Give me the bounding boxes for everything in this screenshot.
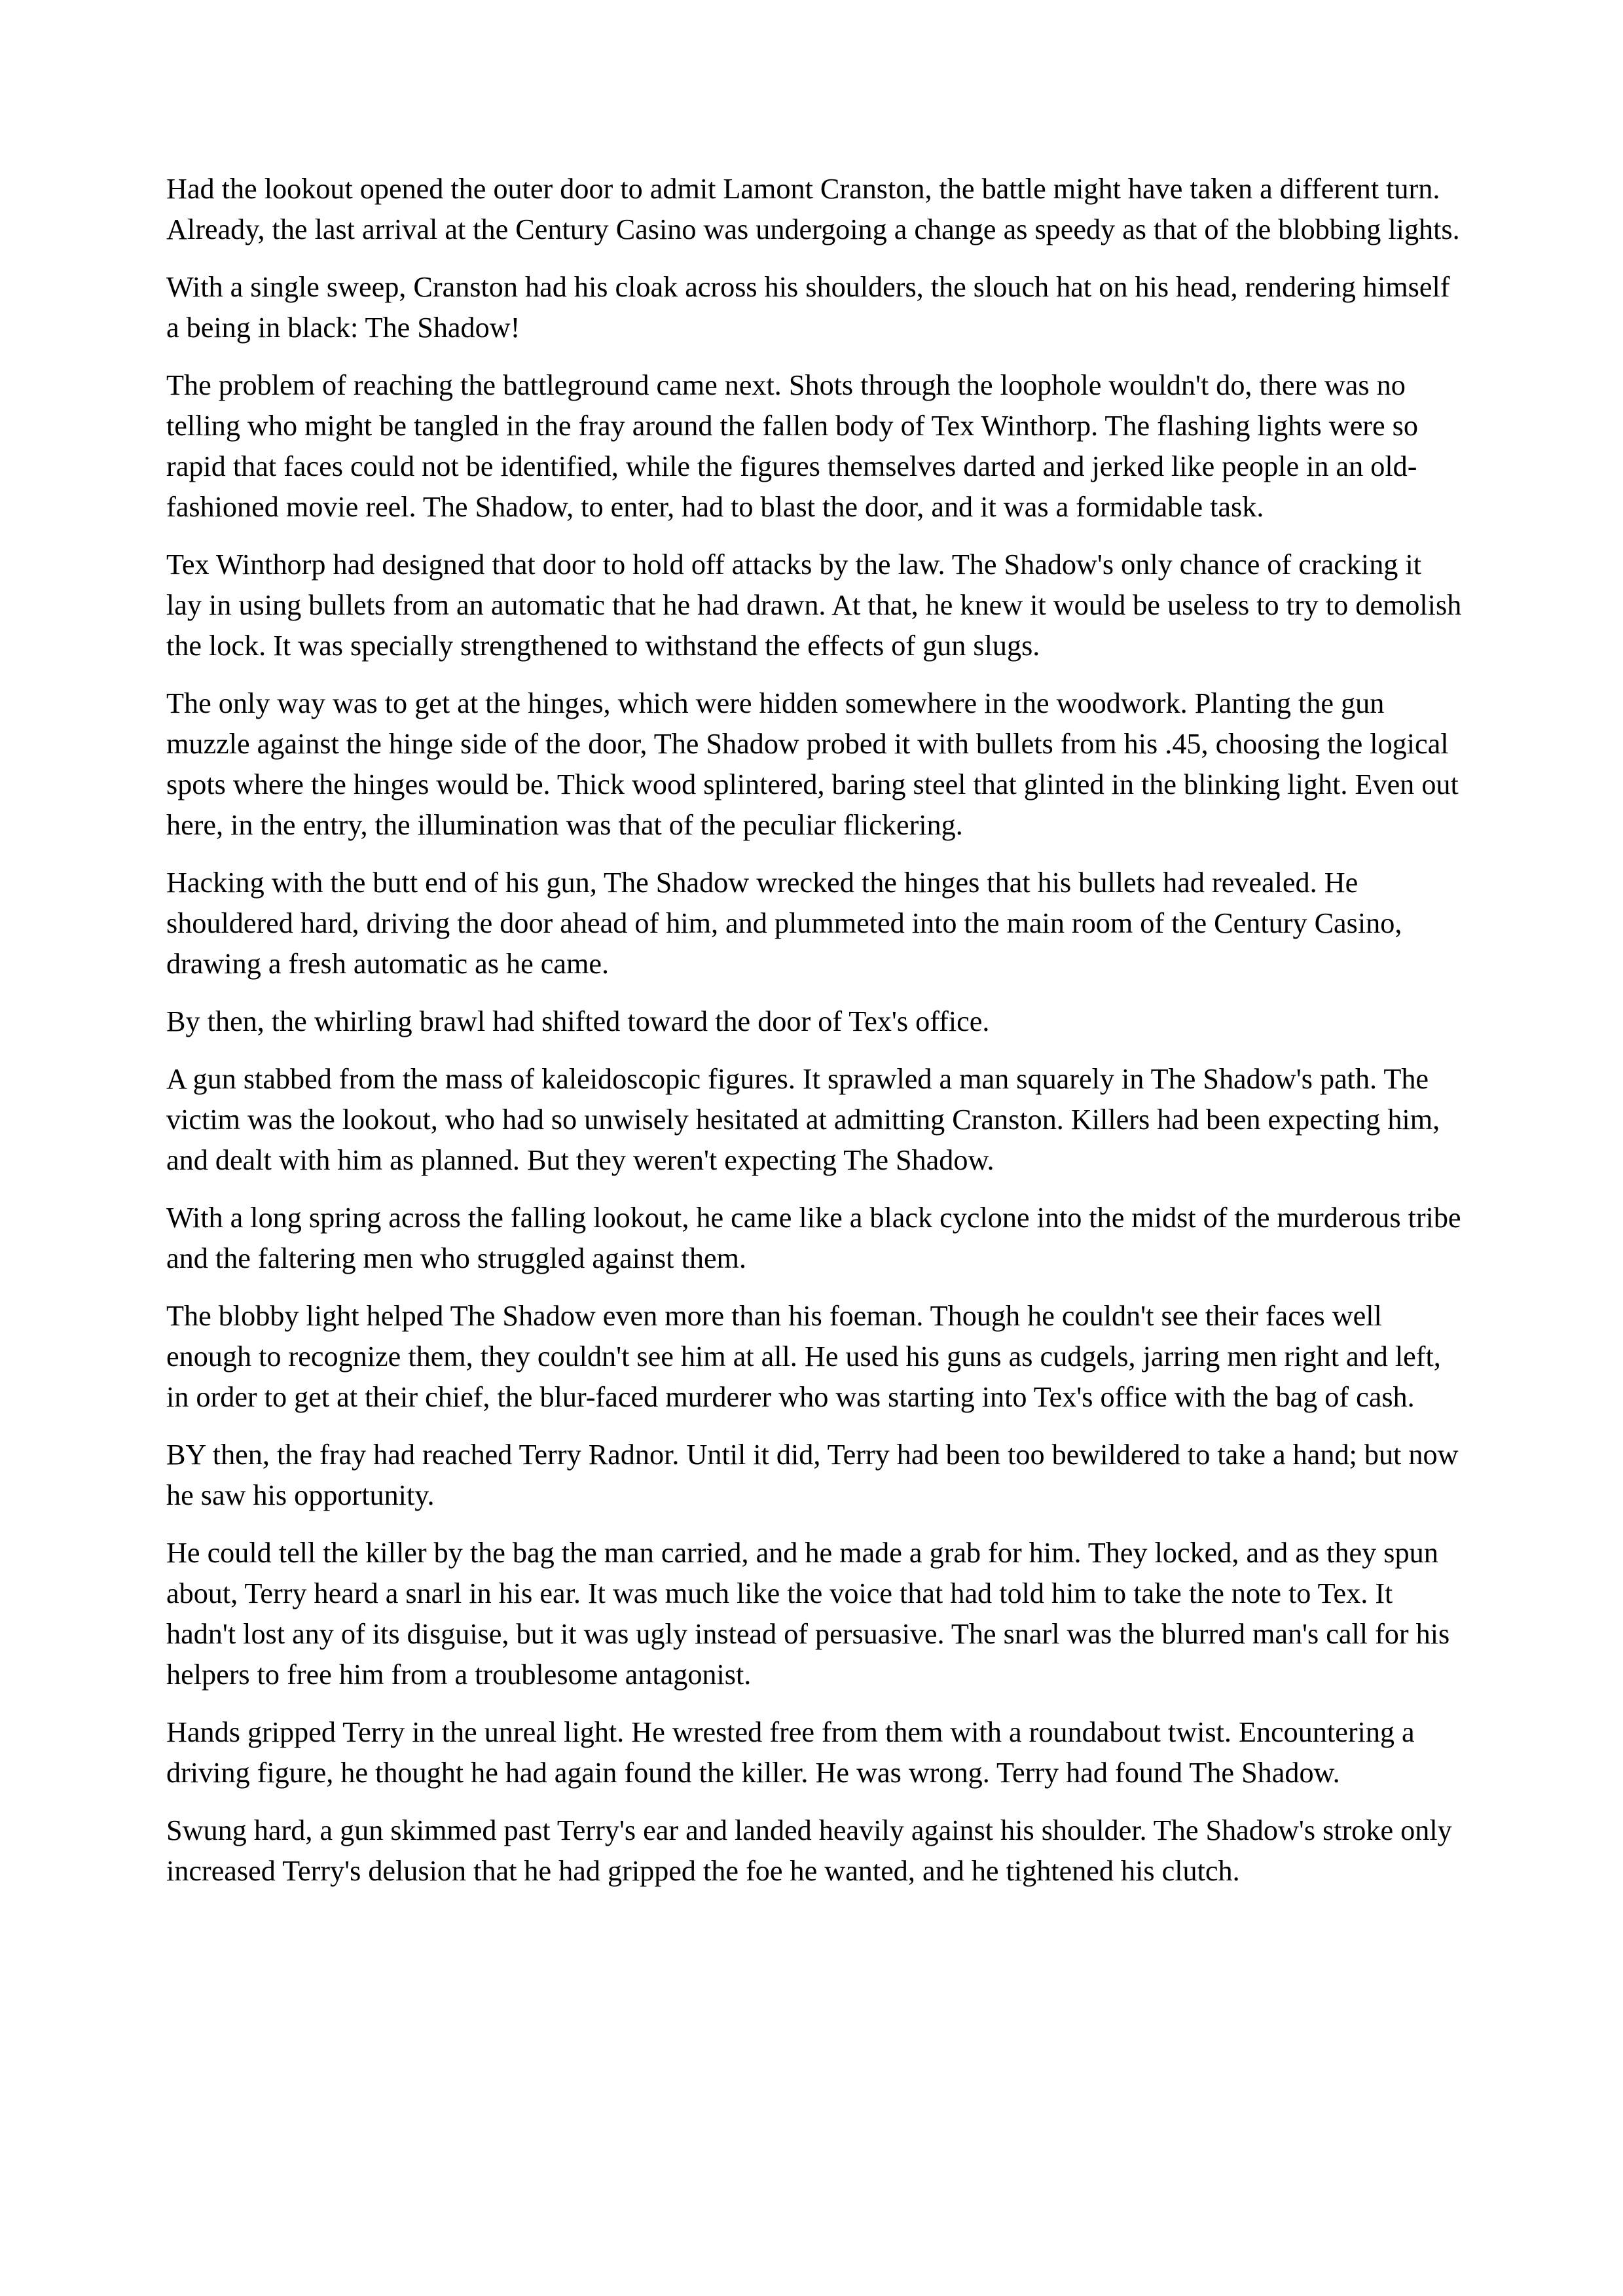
document-page [166,169,1463,1909]
paragraph: BY then, the fray had reached Terry Radnor. Until it did, Terry had been too bewildered to take a hand; but now he saw his opportunity. [166,1439,1459,1511]
paragraph: He could tell the killer by the bag the man carried, and he made a grab for him. They locked, and as they spun about, Terry heard a snarl in his ear. It was much like the voice that had told him to take the note to Tex. It hadn't lost any of its disguise, but it was ugly instead of persuasive. The snarl was the blurred man's call for his helpers to free him from a troublesome antagonist. [166,1537,1450,1691]
paragraph: The problem of reaching the battleground came next. Shots through the loophole wouldn't do, there was no telling who might be tangled in the fray around the fallen body of Tex Winthorp. The flashing lights were so rapid that faces could not be identified, while the figures themselves darted and jerked like people in an old-fashioned movie reel. The Shadow, to enter, had to blast the door, and it was a formidable task. [166,369,1418,523]
paragraph: The only way was to get at the hinges, which were hidden somewhere in the woodwork. Planting the gun muzzle against the hinge side of the door, The Shadow probed it with bullets from his .45, choosing the logical spots where the hinges would be. Thick wood splintered, baring steel that glinted in the blinking light. Even out here, in the entry, the illumination was that of the peculiar flickering. [166,687,1459,841]
paragraph: A gun stabbed from the mass of kaleidoscopic figures. It sprawled a man squarely in The Shadow's path. The victim was the lookout, who had so unwisely hesitated at admitting Cranston. Killers had been expecting him, and dealt with him as planned. But they weren't expecting The Shadow. [166,1063,1440,1176]
paragraph: With a long spring across the falling lookout, he came like a black cyclone into the midst of the murderous tribe and the faltering men who struggled against them. [166,1202,1461,1274]
paragraph: Swung hard, a gun skimmed past Terry's ear and landed heavily against his shoulder. The Shadow's stroke only increased Terry's delusion that he had gripped the foe he wanted, and he tightened his clutch. [166,1814,1452,1887]
paragraph: Tex Winthorp had designed that door to hold off attacks by the law. The Shadow's only chance of cracking it lay in using bullets from an automatic that he had drawn. At that, he knew it would be useless to try to demolish the lock. It was specially strengthened to withstand the effects of gun slugs. [166,548,1462,662]
paragraph: The blobby light helped The Shadow even more than his foeman. Though he couldn't see their faces well enough to recognize them, they couldn't see him at all. He used his guns as cudgels, jarring men right and left, in order to get at their chief, the blur-faced murderer who was starting into Tex's office with the bag of cash. [166,1300,1441,1413]
paragraph: Had the lookout opened the outer door to admit Lamont Cranston, the battle might have taken a different turn. Already, the last arrival at the Century Casino was undergoing a change as speedy as that of the blobbing lights. [166,173,1460,245]
paragraph: By then, the whirling brawl had shifted toward the door of Tex's office. [166,1005,990,1037]
paragraph: With a single sweep, Cranston had his cloak across his shoulders, the slouch hat on his head, rendering himself a being in black: The Shadow! [166,271,1450,344]
paragraph: Hands gripped Terry in the unreal light. He wrested free from them with a roundabout twist. Encountering a driving figure, he thought he had again found the killer. He was wrong. Terry had found The Shadow. [166,1716,1415,1789]
paragraph: Hacking with the butt end of his gun, The Shadow wrecked the hinges that his bullets had revealed. He shouldered hard, driving the door ahead of him, and plummeted into the main room of the Century Casino, drawing a fresh automatic as he came. [166,867,1402,980]
